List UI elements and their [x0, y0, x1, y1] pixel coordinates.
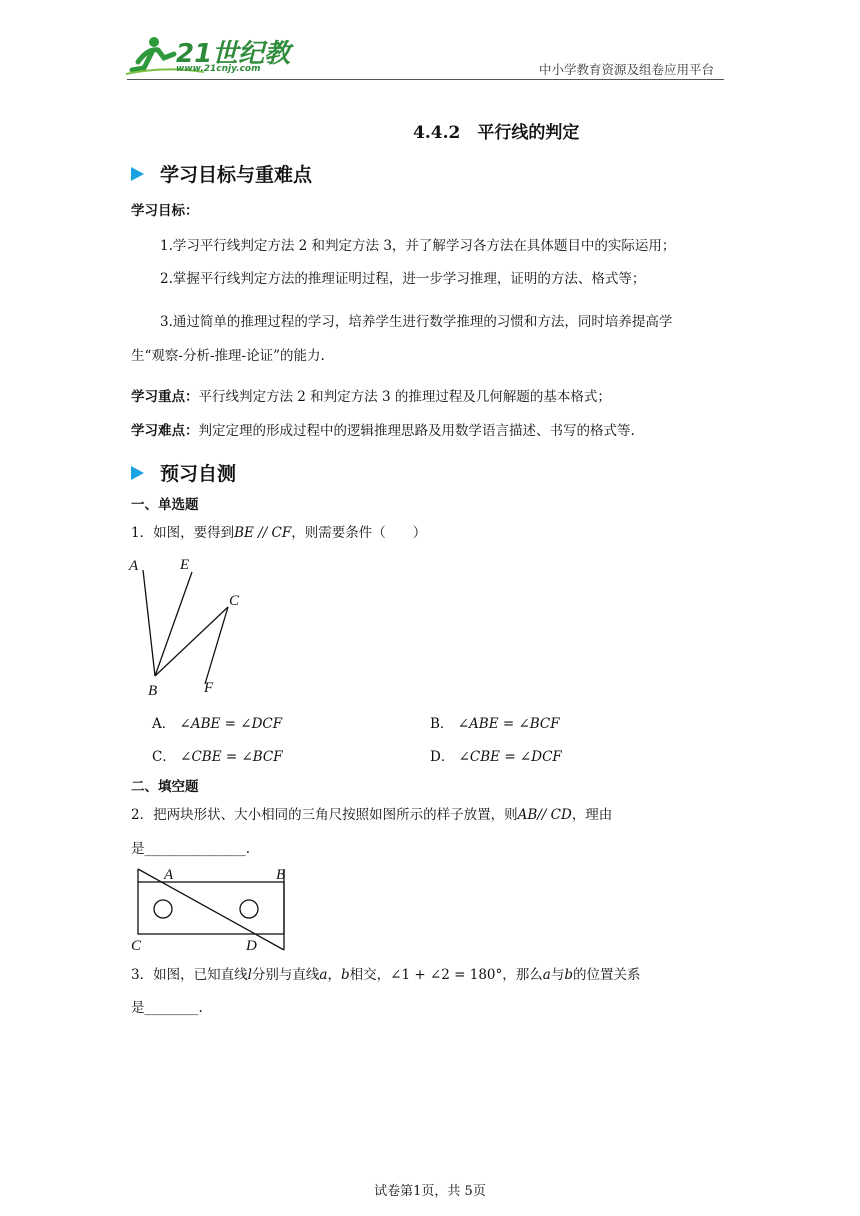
section-heading-text: 学习目标与重难点 — [160, 164, 313, 186]
q2-figure — [128, 864, 298, 960]
label-C: C — [131, 938, 142, 954]
question-2-line2: 是_______________. — [131, 841, 251, 857]
q3-equation: ∠1 + ∠2 = 180° — [390, 967, 503, 983]
key-text: 平行线判定方法 2 和判定方法 3 的推理过程及几何解题的基本格式； — [198, 389, 611, 405]
label-A: A — [164, 867, 174, 883]
difficulty-text: 判定定理的形成过程中的逻辑推理思路及用数学语言描述、书写的格式等. — [198, 423, 635, 439]
label-C: C — [229, 593, 240, 609]
header-divider — [127, 79, 724, 80]
difficulty-label: 学习难点： — [131, 423, 199, 439]
q1-math: BE // CF — [234, 525, 292, 541]
section-heading-goals — [131, 160, 312, 187]
svg-text:21世纪教育: 21世纪教 — [176, 39, 291, 69]
option-d[interactable]: D． ∠CBE = ∠DCF — [430, 749, 562, 765]
question-2-line1: 2．把两块形状、大小相同的三角尺按照如图所示的样子放置，则AB// CD，理由 — [131, 807, 613, 823]
section-heading-text: 预习自测 — [160, 463, 237, 485]
label-B: B — [148, 683, 158, 699]
q1-figure — [125, 552, 255, 700]
label-D: D — [246, 938, 257, 954]
key-label: 学习重点： — [131, 389, 199, 405]
page-title: 4.4.2 平行线的判定 — [413, 123, 580, 143]
logo — [124, 32, 294, 84]
goal-2: 2.掌握平行线判定方法的推理证明过程，进一步学习推理，证明的方法、格式等； — [160, 271, 646, 287]
logo-url: www.21cnjy.com — [176, 64, 261, 74]
q2-math: AB// CD — [517, 807, 572, 823]
question-1: 1．如图，要得到BE // CF，则需要条件（ ） — [131, 525, 427, 541]
key-point — [131, 386, 611, 408]
option-c[interactable]: C． ∠CBE = ∠BCF — [152, 749, 283, 765]
label-A: A — [129, 558, 139, 574]
goal-3-line1: 3.通过简单的推理过程的学习，培养学生进行数学推理的习惯和方法，同时培养提高学 — [160, 314, 673, 330]
play-triangle-icon — [131, 466, 144, 480]
play-triangle-icon — [131, 167, 144, 181]
label-F: F — [204, 680, 214, 696]
label-B: B — [276, 867, 286, 883]
platform-name: 中小学教育资源及组卷应用平台 — [539, 62, 715, 77]
question-3-line2: 是________. — [131, 1000, 203, 1016]
section-heading-pretest — [131, 459, 236, 486]
part-fill-blank: 二、填空题 — [131, 779, 199, 795]
label-E: E — [180, 557, 190, 573]
page-footer: 试卷第1页，共 5页 — [374, 1184, 486, 1199]
goal-1: 1.学习平行线判定方法 2 和判定方法 3，并了解学习各方法在具体题目中的实际运用； — [160, 238, 676, 254]
question-3-line1: 3．如图，已知直线l分别与直线a，b相交，∠1 + ∠2 = 180°，那么a与b的位置关系 — [131, 967, 641, 983]
goal-3-line2: 生“观察-分析-推理-论证”的能力. — [131, 348, 325, 364]
difficulty-point — [131, 420, 635, 442]
goals-label: 学习目标： — [131, 203, 199, 219]
part-single-choice: 一、单选题 — [131, 497, 199, 513]
option-a[interactable]: A． ∠ABE = ∠DCF — [152, 716, 283, 732]
option-b[interactable]: B． ∠ABE = ∠BCF — [430, 716, 560, 732]
